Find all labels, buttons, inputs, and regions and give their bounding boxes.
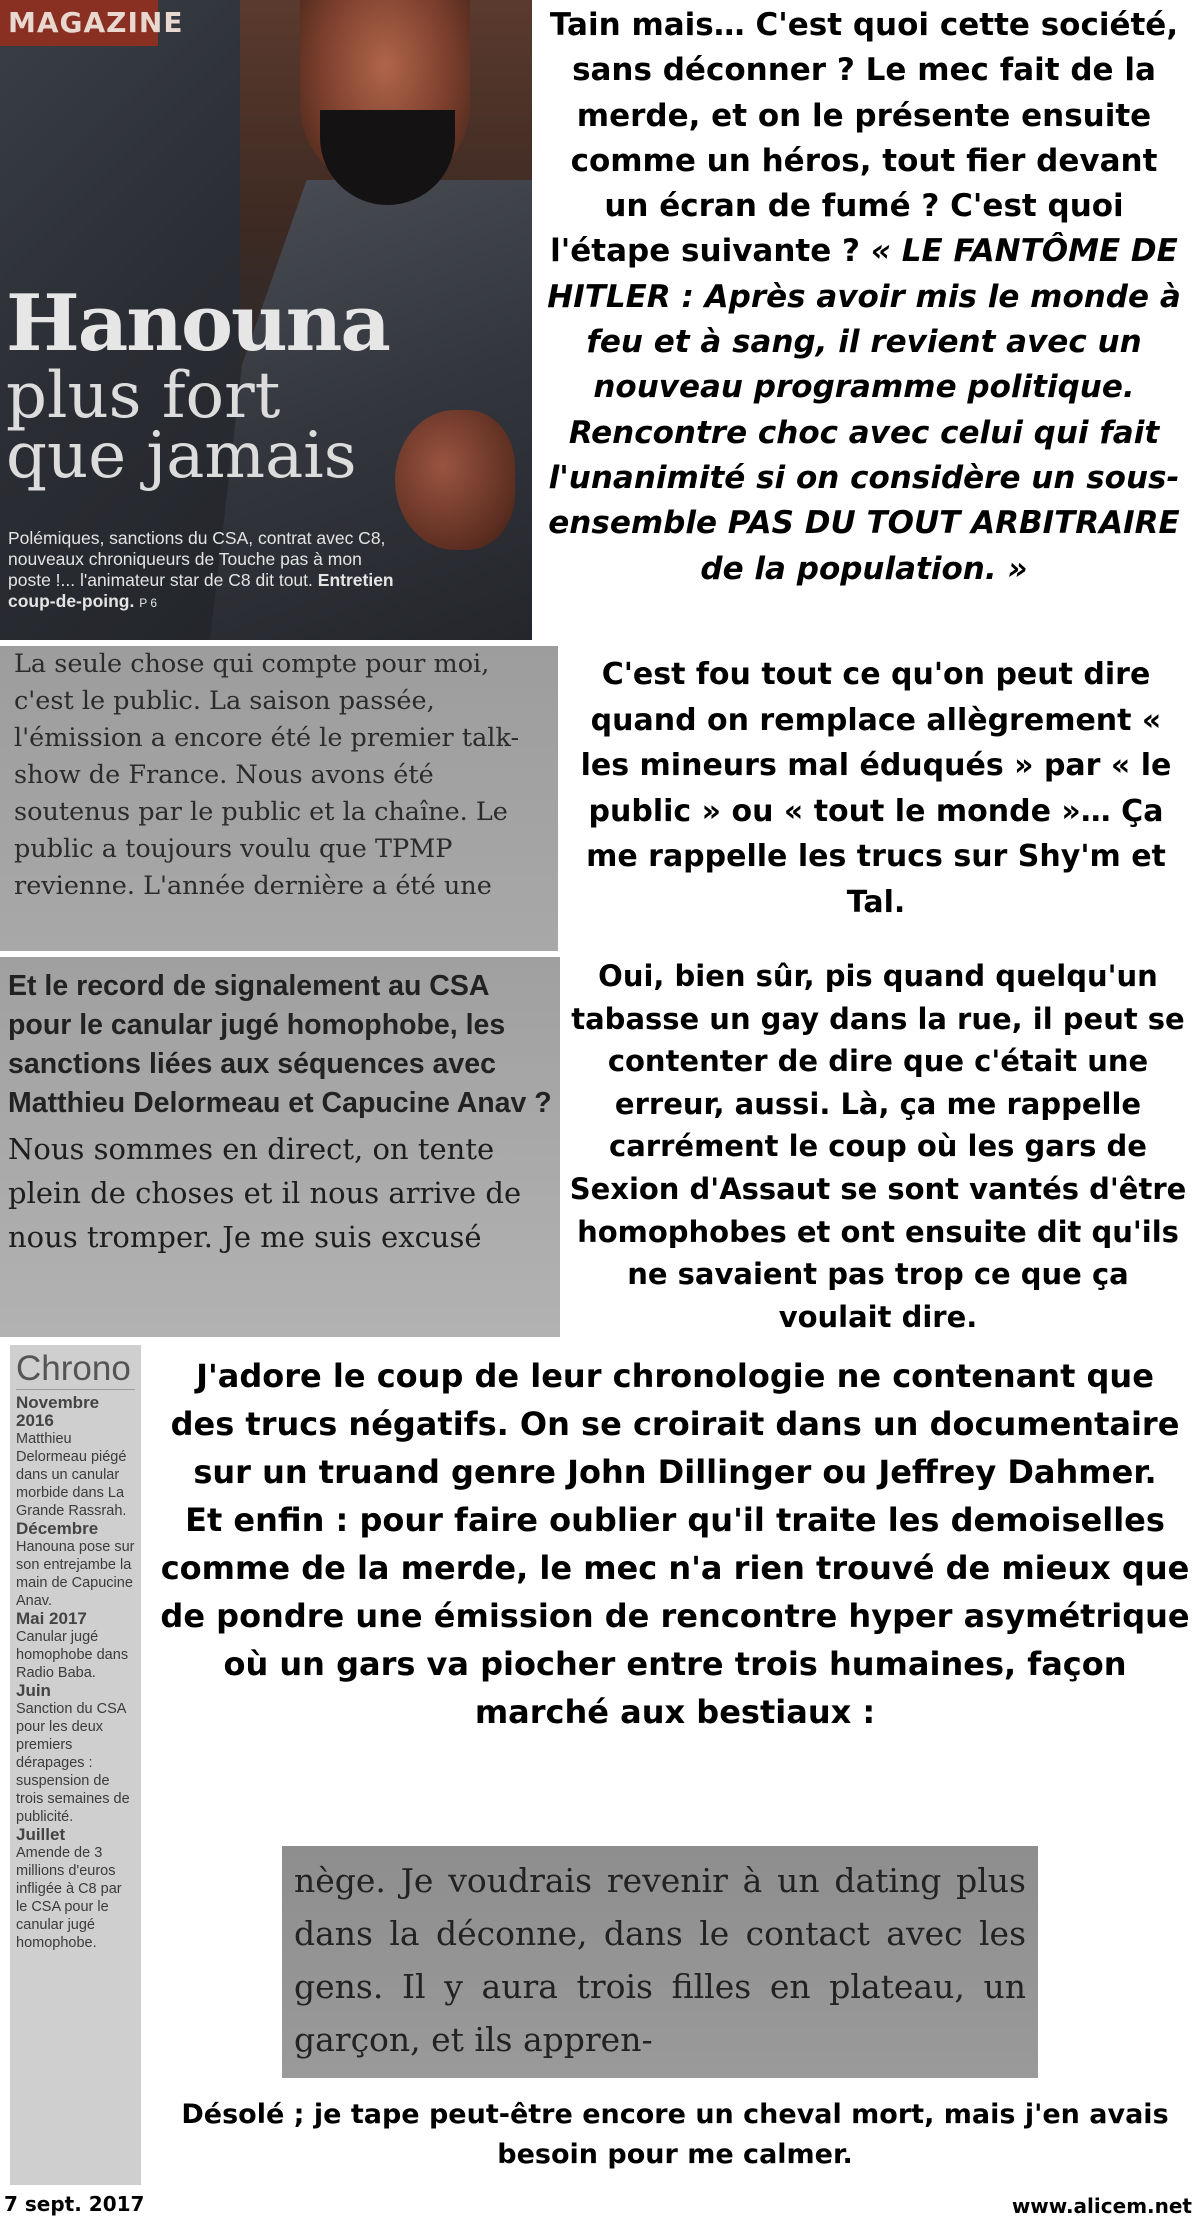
cover-subheadline: plus fort que jamais bbox=[6, 359, 357, 493]
footer-site[interactable]: www.alicem.net bbox=[1011, 2194, 1192, 2218]
chronology-date: Juillet bbox=[16, 1825, 66, 1844]
cover-summary-bold: Entretien coup-de-poing. bbox=[8, 570, 394, 611]
footer-date: 7 sept. 2017 bbox=[4, 2192, 145, 2216]
chronology-entry bbox=[16, 1826, 135, 1952]
comment-3 bbox=[568, 955, 1188, 1338]
cover-summary bbox=[8, 528, 408, 614]
comment-1-quote: « LE FANTÔME DE HITLER : Après avoir mis le monde à feu et à sang, il revient avec un nouveau programme politique. Rencontre choc avec celui qui fait l'unanimité si on considère un sous-ensemble PAS DU TOUT ARBITRAIRE de la population. » bbox=[547, 233, 1181, 587]
chronology-entry bbox=[16, 1520, 135, 1610]
chronology-clip bbox=[10, 1345, 141, 2185]
chronology-text: Matthieu Delormeau piégé dans un canular morbide dans La Grande Rassrah. bbox=[16, 1431, 127, 1519]
comment-5-text: Et enfin : pour faire oublier qu'il traite les demoiselles comme de la merde, le mec n'a rien trouvé de mieux que de pondre une émission de rencontre hyper asymétrique où un gars va piocher entre trois humaines, façon marché aux bestiaux : bbox=[160, 1501, 1190, 1731]
article-clip-public bbox=[0, 646, 558, 951]
magazine-tag: MAGAZINE bbox=[0, 0, 158, 46]
cover-summary-text: Polémiques, sanctions du CSA, contrat avec C8, nouveaux chroniqueurs de Touche pas à mon poste !... l'animateur star de C8 dit tout. bbox=[8, 528, 386, 590]
magazine-cover-image bbox=[0, 0, 532, 640]
article-clip-dating bbox=[282, 1846, 1038, 2078]
chronology-date: Juin bbox=[16, 1681, 51, 1700]
chronology-text: Hanouna pose sur son entrejambe la main de Capucine Anav. bbox=[16, 1539, 135, 1609]
chronology-text: Sanction du CSA pour les deux premiers dérapages : suspension de trois semaines de publicité. bbox=[16, 1701, 130, 1825]
comment-6-text: Désolé ; je tape peut-être encore un cheval mort, mais j'en avais besoin pour me calmer. bbox=[181, 2099, 1169, 2170]
chronology-date: Décembre bbox=[16, 1519, 99, 1538]
comment-4-text: J'adore le coup de leur chronologie ne contenant que des trucs négatifs. On se croirait dans un documentaire sur un truand genre John Dillinger ou Jeffrey Dahmer. bbox=[170, 1357, 1180, 1491]
comment-1 bbox=[544, 3, 1184, 592]
chronology-text: Canular jugé homophobe dans Radio Baba. bbox=[16, 1629, 129, 1681]
comment-6 bbox=[160, 2095, 1190, 2175]
cover-hand-shape bbox=[395, 410, 515, 550]
chronology-entry bbox=[16, 1610, 135, 1682]
comment-4 bbox=[160, 1352, 1190, 1736]
comment-2 bbox=[566, 652, 1186, 925]
interview-question: Et le record de signalement au CSA pour le canular jugé homophobe, les sanctions liées aux séquences avec Matthieu Delormeau et Capucine Anav ? bbox=[8, 970, 552, 1119]
comment-2-text: C'est fou tout ce qu'on peut dire quand on remplace allègrement « les mineurs mal éduqués » par « le public » ou « tout le monde »… Ça me rappelle les trucs sur Shy'm et Tal. bbox=[580, 657, 1172, 920]
article-clip-public-text: La seule chose qui compte pour moi, c'est le public. La saison passée, l'émission a encore été le premier talk-show de France. Nous avons été soutenus par le public et la chaîne. Le public a toujours voulu que TPMP revienne. L'année dernière a été une bbox=[14, 649, 520, 901]
chronology-title: Chrono bbox=[16, 1349, 135, 1390]
comment-3-text: Oui, bien sûr, pis quand quelqu'un tabasse un gay dans la rue, il peut se contenter de dire que c'était une erreur, aussi. Là, ça me rappelle carrément le coup où les gars de Sexion d'Assaut se sont vantés d'être homophobes et ont ensuite dit qu'ils ne savaient pas trop ce que ça voulait dire. bbox=[569, 959, 1187, 1334]
cover-headline: Hanouna bbox=[6, 278, 389, 369]
chronology-date: Novembre 2016 bbox=[16, 1393, 100, 1430]
chronology-entry bbox=[16, 1394, 135, 1520]
chronology-entry bbox=[16, 1682, 135, 1826]
interview-answer: Nous sommes en direct, on tente plein de choses et il nous arrive de nous tromper. Je me suis excusé bbox=[8, 1132, 522, 1254]
cover-page-ref: P 6 bbox=[139, 596, 158, 610]
article-clip-interview bbox=[0, 957, 560, 1337]
comment-1-text: Tain mais… C'est quoi cette société, sans déconner ? Le mec fait de la merde, et on le présente ensuite comme un héros, tout fier devant un écran de fumé ? C'est quoi l'étape suivante ? bbox=[549, 7, 1179, 270]
chronology-date: Mai 2017 bbox=[16, 1609, 87, 1628]
chronology-text: Amende de 3 millions d'euros infligée à C8 par le CSA pour le canular jugé homophobe. bbox=[16, 1845, 122, 1951]
article-clip-dating-text: nège. Je voudrais revenir à un dating plus dans la déconne, dans le contact avec les gens. Il y aura trois filles en plateau, un garçon, et ils appren- bbox=[294, 1861, 1026, 2059]
